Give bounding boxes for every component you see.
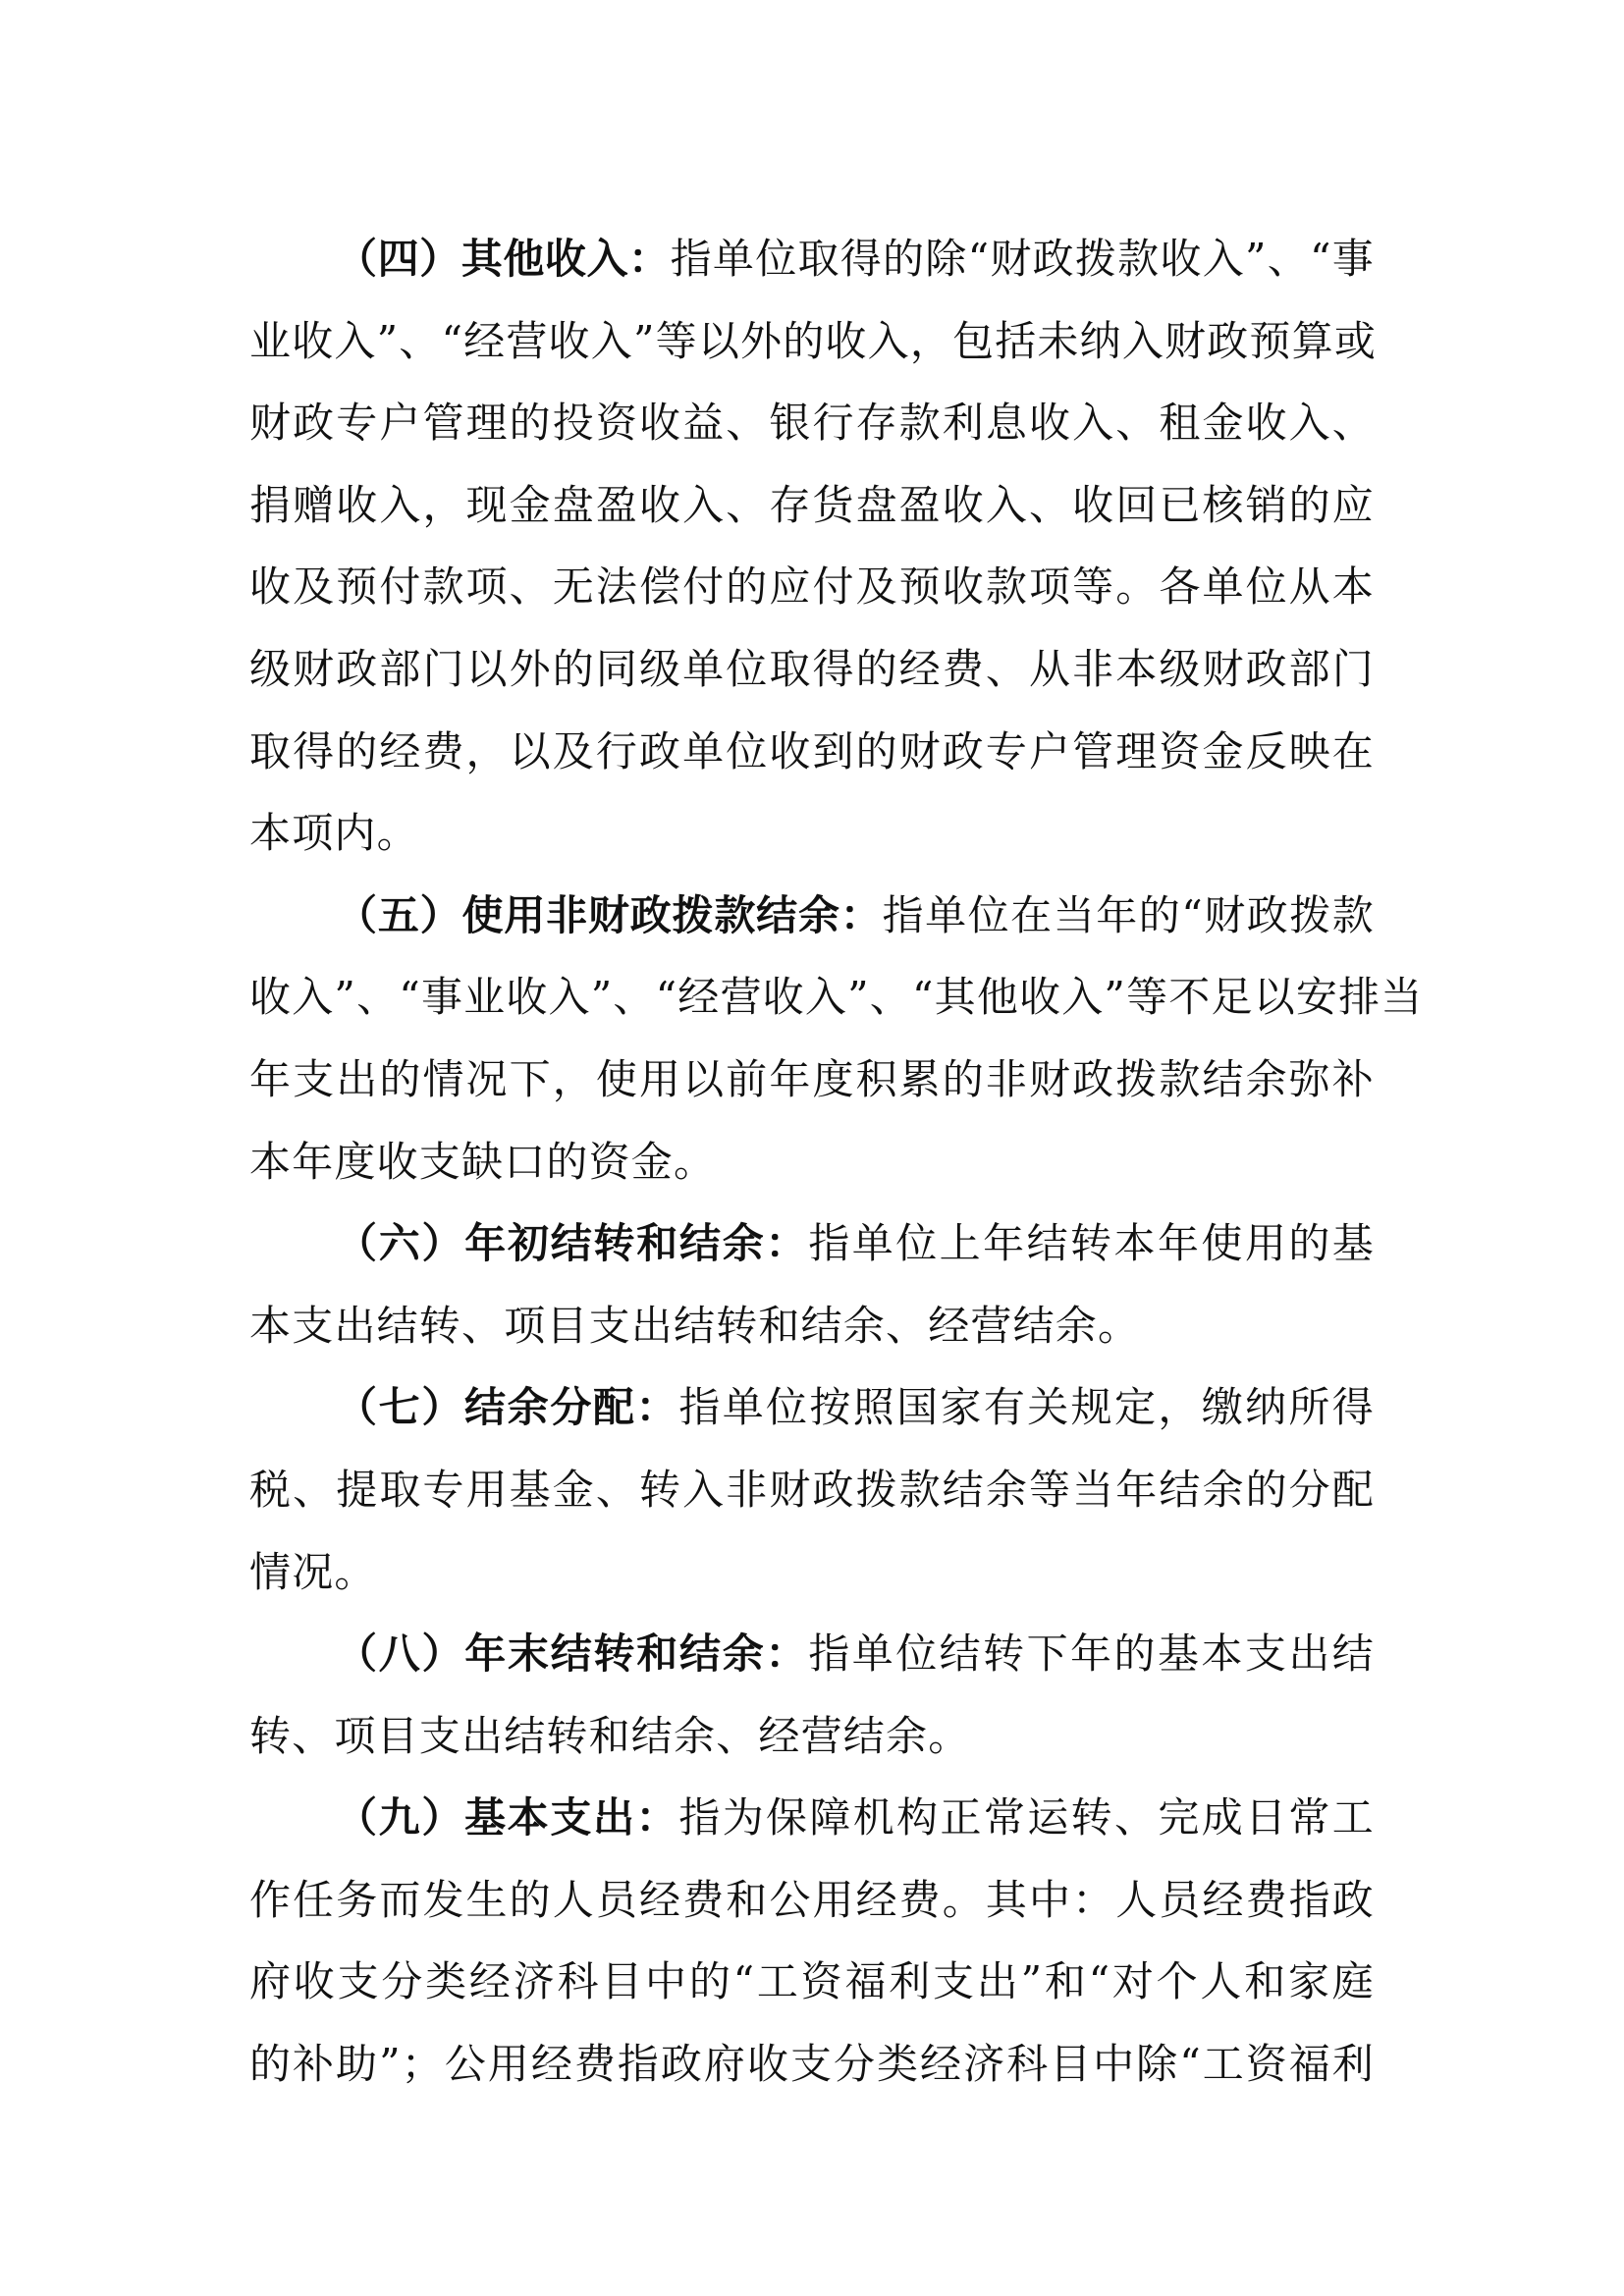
paragraph-first-line (249, 1777, 1375, 1859)
paragraph-other-income (249, 218, 1378, 875)
paragraph-text: 指单位在当年的“财政拨款 (882, 890, 1375, 939)
paragraph-first-line (249, 875, 1375, 957)
paragraph-line: 本项内。 (249, 809, 419, 858)
paragraph-first-line (249, 1366, 1375, 1449)
paragraph-line: 财政专户管理的投资收益、银行存款利息收入、租金收入、 (249, 399, 1375, 448)
paragraph-line: 的补助”；公用经费指政府收支分类经济科目中除“工资福利 (249, 2040, 1375, 2089)
paragraph-heading: （九）基本支出： (336, 1793, 679, 1842)
paragraph-text: 指单位取得的除“财政拨款收入”、“事 (670, 235, 1375, 283)
paragraph-line: 年支出的情况下，使用以前年度积累的非财政拨款结余弥补 (249, 1054, 1375, 1103)
paragraph-line: 本支出结转、项目支出结转和结余、经营结余。 (249, 1301, 1141, 1350)
paragraph-line: 取得的经费，以及行政单位收到的财政专户管理资金反映在 (249, 726, 1375, 775)
paragraph-line: 情况。 (249, 1547, 377, 1596)
paragraph-first-line (249, 1613, 1375, 1695)
paragraph-heading: （八）年末结转和结余： (336, 1629, 809, 1679)
paragraph-line: 收及预付款项、无法偿付的应付及预收款项等。各单位从本 (249, 562, 1375, 612)
paragraph-text: 指单位按照国家有关规定，缴纳所得 (678, 1383, 1375, 1432)
paragraph-line: 府收支分类经济科目中的“工资福利支出”和“对个人和家庭 (249, 1957, 1375, 2006)
paragraph-heading: （四）其他收入： (336, 235, 671, 283)
paragraph-first-line (249, 1202, 1375, 1285)
paragraph-opening-carryover (249, 1202, 1375, 1366)
paragraph-line: 捐赠收入，现金盘盈收入、存货盘盈收入、收回已核销的应 (249, 480, 1375, 529)
paragraph-heading: （六）年初结转和结余： (336, 1219, 809, 1268)
paragraph-basic-expenditure (249, 1777, 1375, 2105)
paragraph-first-line (249, 218, 1375, 300)
paragraph-line: 业收入”、“经营收入”等以外的收入，包括未纳入财政预算或 (249, 316, 1378, 365)
paragraph-heading: （七）结余分配： (336, 1383, 679, 1432)
paragraph-line: 级财政部门以外的同级单位取得的经费、从非本级财政部门 (249, 644, 1375, 693)
paragraph-line: 本年度收支缺口的资金。 (249, 1137, 717, 1186)
paragraph-closing-carryover (249, 1613, 1375, 1777)
paragraph-text: 指单位结转下年的基本支出结 (808, 1629, 1375, 1679)
paragraph-line: 税、提取专用基金、转入非财政拨款结余等当年结余的分配 (249, 1465, 1375, 1514)
paragraph-non-fiscal-balance (249, 875, 1424, 1202)
paragraph-line: 收入”、“事业收入”、“经营收入”、“其他收入”等不足以安排当 (249, 973, 1424, 1022)
paragraph-text: 指单位上年结转本年使用的基 (808, 1219, 1375, 1268)
paragraph-text: 指为保障机构正常运转、完成日常工 (678, 1793, 1375, 1842)
paragraph-heading: （五）使用非财政拨款结余： (336, 890, 883, 939)
paragraph-line: 作任务而发生的人员经费和公用经费。其中：人员经费指政 (249, 1875, 1375, 1924)
document-page (249, 218, 1424, 2106)
paragraph-line: 转、项目支出结转和结余、经营结余。 (249, 1711, 971, 1760)
paragraph-balance-distribution (249, 1366, 1375, 1613)
